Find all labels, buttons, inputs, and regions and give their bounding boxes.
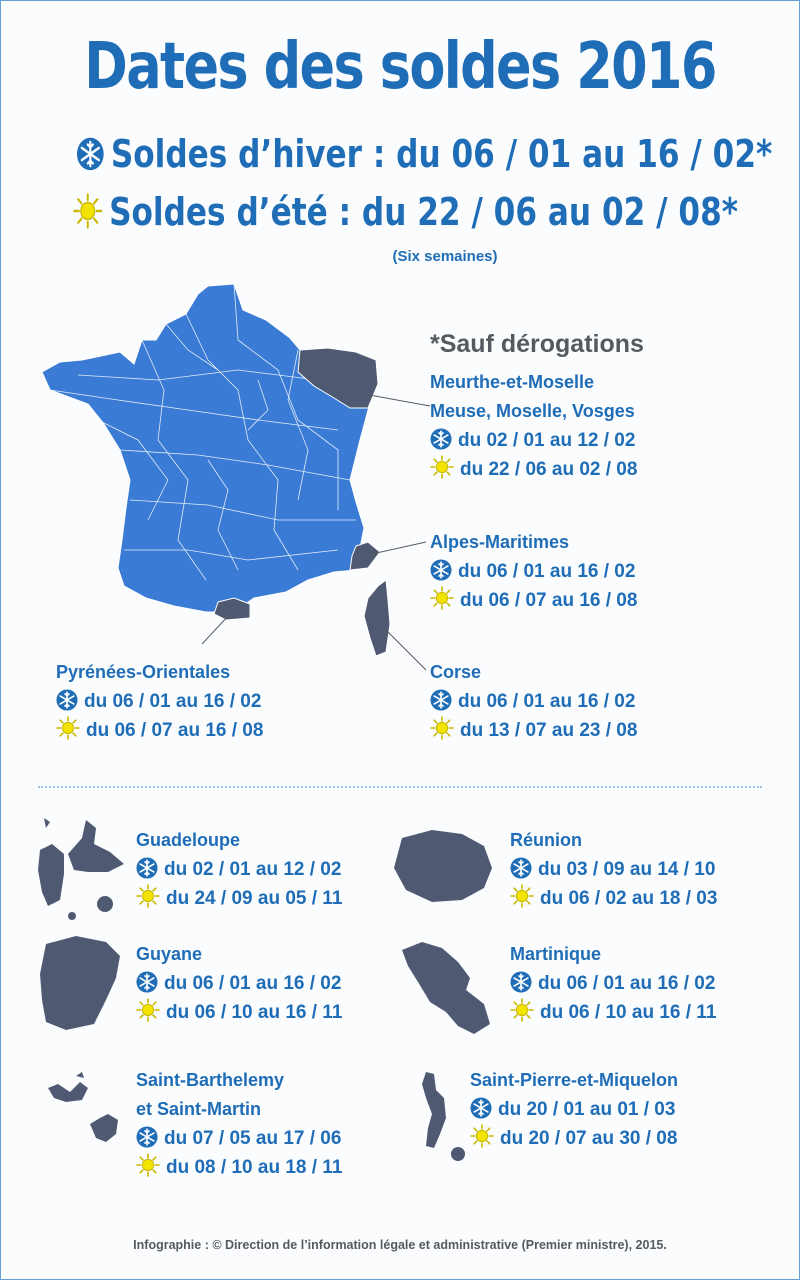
winter-sales-text: Soldes d’hiver : du 06 / 01 au 16 / 02* [110, 132, 773, 176]
sun-icon [136, 1153, 160, 1177]
leader-line-corse [382, 626, 426, 670]
region-name: Saint-Pierre-et-Miquelon [470, 1070, 679, 1090]
summer-dates [56, 716, 263, 745]
france-mainland-shape [42, 284, 378, 612]
region-nord-est [430, 368, 637, 484]
summer-sales-text: Soldes d’été : du 22 / 06 au 02 / 08* [109, 190, 739, 234]
summer-dates-text: du 22 / 06 au 02 / 08 [460, 459, 638, 480]
corse-shape [364, 580, 390, 656]
region-name: Alpes-Maritimes [430, 532, 570, 552]
saint-barthelemy-map [46, 1068, 126, 1148]
winter-dates [136, 969, 342, 998]
sun-icon [430, 455, 454, 479]
sun-icon [430, 716, 454, 740]
summer-dates-text: du 06 / 10 au 16 / 11 [540, 1002, 717, 1023]
region-name: Martinique [510, 944, 602, 964]
snowflake-icon [136, 1126, 158, 1148]
region-name-line2: et Saint-Martin [136, 1099, 262, 1119]
winter-dates [136, 1124, 342, 1153]
snowflake-icon [510, 971, 532, 993]
summer-dates [470, 1124, 678, 1153]
winter-dates-text: du 02 / 01 au 12 / 02 [164, 859, 342, 880]
sun-icon [430, 586, 454, 610]
sun-icon [73, 193, 103, 238]
sun-icon [510, 998, 534, 1022]
region-name: Réunion [510, 830, 582, 850]
summer-sales-line [0, 190, 800, 238]
sun-icon [510, 884, 534, 908]
summer-dates-text: du 24 / 09 au 05 / 11 [166, 888, 343, 909]
winter-dates [136, 855, 342, 884]
snowflake-icon [76, 136, 104, 180]
summer-dates [136, 884, 342, 913]
saint-pierre-miquelon-map [418, 1068, 470, 1164]
winter-dates [56, 687, 263, 716]
summer-dates-text: du 08 / 10 au 18 / 11 [166, 1157, 343, 1178]
snowflake-icon [56, 689, 78, 711]
summer-dates-text: du 06 / 02 au 18 / 03 [540, 888, 718, 909]
snowflake-icon [136, 971, 158, 993]
winter-dates-text: du 06 / 01 au 16 / 02 [458, 691, 636, 712]
region-name: Guyane [136, 944, 203, 964]
summer-dates [430, 586, 637, 615]
winter-dates-text: du 06 / 01 au 16 / 02 [538, 973, 716, 994]
winter-dates-text: du 06 / 01 au 16 / 02 [458, 561, 636, 582]
summer-dates-text: du 06 / 07 au 16 / 08 [86, 720, 264, 741]
winter-dates [430, 426, 637, 455]
guadeloupe-map [38, 814, 128, 924]
winter-sales-line [0, 132, 800, 180]
summer-dates-text: du 20 / 07 au 30 / 08 [500, 1128, 678, 1149]
region-name: Guadeloupe [136, 830, 241, 850]
exceptions-title: *Sauf dérogations [430, 330, 644, 358]
winter-dates [510, 969, 716, 998]
region-name: Meurthe-et-Moselle [430, 372, 595, 392]
page-title: Dates des soldes 2016 [84, 30, 716, 104]
summer-dates [510, 998, 716, 1027]
snowflake-icon [470, 1097, 492, 1119]
leader-line-alpes [372, 542, 426, 554]
region-martinique [510, 940, 716, 1027]
region-saint-barthelemy-saint-martin [136, 1066, 342, 1182]
summer-dates [430, 455, 637, 484]
region-name: Saint-Barthelemy [136, 1070, 285, 1090]
summer-dates [136, 998, 342, 1027]
region-reunion [510, 826, 717, 913]
leader-line-nord-est [364, 394, 430, 406]
credits-footer: Infographie : © Direction de l’information légale et administrative (Premier ministre), 2015. [133, 1238, 667, 1252]
guyane-map [36, 934, 126, 1032]
region-name: Pyrénées-Orientales [56, 662, 231, 682]
winter-dates-text: du 06 / 01 au 16 / 02 [164, 973, 342, 994]
snowflake-icon [430, 428, 452, 450]
summer-dates [430, 716, 637, 745]
winter-dates [510, 855, 717, 884]
winter-dates-text: du 07 / 05 au 17 / 06 [164, 1128, 342, 1149]
region-guyane [136, 940, 342, 1027]
snowflake-icon [136, 857, 158, 879]
region-name-line2: Meuse, Moselle, Vosges [430, 401, 635, 421]
martinique-map [400, 938, 492, 1042]
summer-dates-text: du 06 / 10 au 16 / 11 [166, 1002, 343, 1023]
winter-dates-text: du 06 / 01 au 16 / 02 [84, 691, 262, 712]
region-saint-pierre-et-miquelon [470, 1066, 678, 1153]
winter-dates [470, 1095, 678, 1124]
summer-dates-text: du 06 / 07 au 16 / 08 [460, 590, 638, 611]
region-corse [430, 658, 637, 745]
region-alpes-maritimes [430, 528, 637, 615]
sun-icon [136, 998, 160, 1022]
snowflake-icon [430, 559, 452, 581]
duration-note: (Six semaines) [392, 248, 498, 265]
region-guadeloupe [136, 826, 342, 913]
region-pyrenees-orientales [56, 658, 263, 745]
winter-dates-text: du 02 / 01 au 12 / 02 [458, 430, 636, 451]
summer-dates [136, 1153, 342, 1182]
leader-line-pyrenees [202, 614, 230, 644]
winter-dates-text: du 03 / 09 au 14 / 10 [538, 859, 716, 880]
sun-icon [136, 884, 160, 908]
sun-icon [470, 1124, 494, 1148]
snowflake-icon [510, 857, 532, 879]
summer-dates [510, 884, 717, 913]
section-divider [38, 786, 762, 788]
snowflake-icon [430, 689, 452, 711]
reunion-map [388, 828, 498, 908]
winter-dates [430, 557, 637, 586]
winter-dates-text: du 20 / 01 au 01 / 03 [498, 1099, 676, 1120]
france-map [38, 280, 478, 680]
summer-dates-text: du 13 / 07 au 23 / 08 [460, 720, 638, 741]
region-name: Corse [430, 662, 482, 682]
winter-dates [430, 687, 637, 716]
sun-icon [56, 716, 80, 740]
